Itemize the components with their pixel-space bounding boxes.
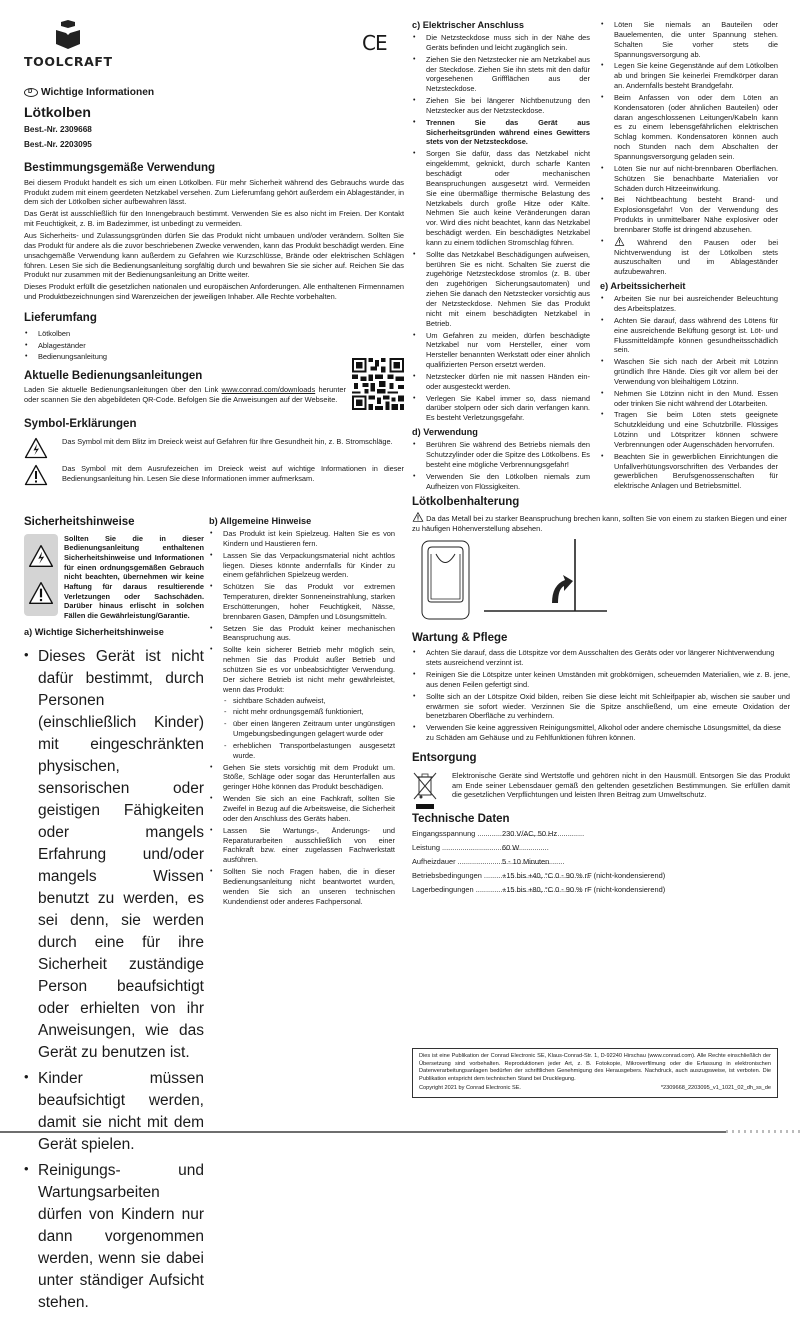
paragraph: Das Gerät ist ausschließlich für den Innengebrauch bestimmt. Verwenden Sie es also nicht im Freien. Der Kontakt mit Feuchtigkeit, z. B. im Badezimmer, ist unbedingt zu vermeiden. [24,209,404,229]
intended-use-heading: Bestimmungsgemäße Verwendung [24,162,216,174]
list-item: • Gehen Sie stets vorsichtig mit dem Produkt um. Stöße, Schläge oder sogar das Herunterfallen aus geringer Höhe können das Produkt beschädigen. [209,763,395,793]
safety-section [24,516,204,1318]
care-heading: Wartung & Pflege [412,632,508,645]
footer-color-marks [726,1130,802,1133]
list-item: • Lassen Sie das Verpackungsmaterial nicht achtlos liegen. Dieses könnte andernfalls für Kinder zu einem gefährlichen Spielzeug werden. [209,551,395,581]
lightning-triangle-icon [28,544,54,568]
list-item: • Ziehen Sie den Netzstecker nie am Netzkabel aus der Steckdose. Ziehen Sie ihn stets mit den dafür vorgesehenen Griffflächen aus der Netzsteckdose. [412,55,590,94]
safety-b-heading: b) Allgemeine Hinweise [209,516,312,526]
safety-heading: Sicherheitshinweise [24,516,135,528]
sub-list-item: - nicht mehr ordnungsgemäß funktioniert, [223,707,395,717]
safety-warning-text: Sollten Sie die in dieser Bedienungsanleitung enthaltenen Sicherheitshinweise und Informationen für einen ordnungsgemäßen Gebrauch nicht beachten, übernehmen wir keine Haftung für daraus resultierende Verletzungen oder Sachschäden. Darüber hinaus erlischt in solchen Fällen die Gewährleistung/Garantie. [64,533,204,620]
tech-heading: Technische Daten [412,812,510,825]
safety-e-heading: e) Arbeitssicherheit [600,281,686,292]
list-item: • Löten Sie niemals an Bauteilen oder Bauelementen, die unter Spannung stehen. Schalten Sie vorher stets die Spannungsversorgung ab. [600,20,778,59]
list-item: • Tragen Sie beim Löten stets geeignete Schutzkleidung und eine Schutzbrille. Flüssiges Lötzinn und Lötspritzer können schwere Verbrennungen oder Augenschäden hervorrufen. [600,410,778,449]
symbol-text: Das Symbol mit dem Ausrufezeichen im Dreieck weist auf wichtige Informationen in dieser Bedienungsanleitung hin. Lesen Sie diese Informationen immer aufmerksam. [62,464,404,483]
sub-list-item: - über einen längeren Zeitraum unter ungünstigen Umgebungsbedingungen gelagert wurde oder [223,719,395,739]
manuals-section [24,370,404,410]
list-item: • Die Netzsteckdose muss sich in der Nähe des Geräts befinden und leicht zugänglich sein. [412,33,590,53]
symbol-row [24,464,404,486]
safety-a-heading: a) Wichtige Sicherheitshinweise [24,627,164,638]
toolcraft-logo [24,20,114,71]
list-item: • Während den Pausen oder bei Nichtverwendung ist der Lötkolben stets auszuschalten und im Ablageständer aufzubewahren. [600,237,778,277]
paragraph: Dieses Produkt erfüllt die gesetzlichen nationalen und europäischen Anforderungen. Alle enthaltenen Firmennamen und Produktbezeichnungen sind Warenzeichen der jeweiligen Inhaber. Alle Rechte vorbehalten. [24,282,404,302]
list-item: • Reinigen Sie die Lötspitze unter keinen Umständen mit grobkörnigen, scheuernden Materialien, wie z. B. jene, aus denen Feilen gefertigt sind. [412,670,790,690]
tech-row: Eingangsspannung ..... 230 V/AC, 50 Hz [412,829,790,839]
care-list [412,648,790,743]
holder-heading: Lötkolbenhalterung [412,496,520,508]
list-item: • Lötkolben [24,329,404,339]
safety-d-list [412,440,590,491]
imprint-text: Dies ist eine Publikation der Conrad Electronic SE, Klaus-Conrad-Str. 1, D-92240 Hirschau (www.conrad.com). Alle Rechte einschließlich der Übersetzung sind vorbehalten. Reproduktionen jeder Art, z. B. Fotokopie, Mikroverfilmung oder die Erfassung in elektronischen Datenverarbeitungsanlagen bedürfen der schriftlichen Genehmigung des Herausgebers. Nachdruck, auch auszugsweise, ist verboten. Die Publikation entspricht dem technischen Stand bei Drucklegung. [419,1053,771,1082]
left-column [24,162,404,493]
delivery-section [24,312,404,362]
holder-illustration [412,539,790,629]
exclamation-triangle-icon [614,237,625,246]
safety-c-heading: c) Elektrischer Anschluss [412,20,524,30]
paragraph: Aus Sicherheits- und Zulassungsgründen dürfen Sie das Produkt nicht umbauen und/oder verändern. Sollten Sie das Produkt für andere als die zuvor beschriebenen Zwecke verwenden, kann das Produkt beschädigt werden. Eine unsachgemäße Verwendung kann außerdem zu Gefahren wie Kurzschlüsse, Brände oder elektrischen Schlägen führen. Lesen Sie sich die Bedienungsanleitung sorgfältig durch und bewahren Sie sie sicher auf. Reichen Sie das Produkt nur zusammen mit der Bedienungsanleitung an Dritte weiter. [24,231,404,280]
list-item: • Verwenden Sie keine aggressiven Reinigungsmittel, Alkohol oder andere chemische Lösungsmittel, da diese zu Schäden am Gehäuse und zu Fehlfunktionen führen können. [412,723,790,743]
warning-icons-panel [24,534,58,616]
list-item: • Achten Sie darauf, dass die Lötspitze vor dem Ausschalten des Geräts oder vor längerer Nichtverwendung stets ausreichend verzinnt ist. [412,648,790,668]
list-item: • Sorgen Sie dafür, dass das Netzkabel nicht eingeklemmt, geknickt, durch scharfe Kanten beschädigt oder mechanischen Beanspruchungen ausgesetzt wird. Vermeiden Sie eine übermäßige thermische Belastung des Netzkabels durch große Hitze oder Kälte. Nehmen Sie auch keine Veränderungen daran vor. Wird dies nicht beachtet, kann das Netzkabel beschädigt werden. Ein beschädigtes Netzkabel kann zu einem tödlichen Stromschlag führen. [412,149,590,247]
holder-text: Da das Metall bei zu starker Beanspruchung brechen kann, sollten Sie von einem zu starken Biegen und einer zu häufigen Höhenverstellung absehen. [412,513,787,533]
lower-right-sections [412,496,790,899]
order-number-1: Best.-Nr. 2309668 [24,125,92,135]
manuals-heading: Aktuelle Bedienungsanleitungen [24,370,203,383]
symbol-row [24,437,404,459]
toolcraft-logo-icon [52,20,84,50]
list-item: • Das Produkt ist kein Spielzeug. Halten Sie es von Kindern und Haustieren fern. [209,529,395,549]
list-item: • Waschen Sie sich nach der Arbeit mit Lötzinn gründlich Ihre Hände. Dies gilt vor allem bei der Verwendung von bleihaltigem Lötzinn. [600,357,778,387]
list-item: • Löten Sie nur auf nicht-brennbaren Oberflächen. Schützen Sie benachbarte Materialien vor Schäden durch Hitzeeinwirkung. [600,164,778,194]
product-title: Lötkolben [24,103,91,120]
list-item: • Wenden Sie sich an eine Fachkraft, sollten Sie Zweifel in Bezug auf die Arbeitsweise, die Sicherheit oder den Anschluss des Geräts haben. [209,794,395,824]
crossed-bin-icon [412,771,438,811]
disposal-heading: Entsorgung [412,751,477,764]
list-item: • Netzstecker dürfen nie mit nassen Händen ein- oder ausgesteckt werden. [412,372,590,392]
symbol-text: Das Symbol mit dem Blitz im Dreieck weist auf Gefahren für Ihre Gesundheit hin, z. B. Stromschläge. [62,437,393,447]
safety-d-heading: d) Verwendung [412,427,478,438]
tech-row: Aufheizdauer ..... 5 - 10 Minuten [412,857,790,867]
holder-bend-diagram [412,539,612,621]
footer-rule [0,1131,730,1133]
list-item: • Verwenden Sie den Lötkolben niemals zum Aufheizen von Flüssigkeiten. [412,472,590,492]
intended-use-section [24,162,404,302]
manuals-text: Laden Sie aktuelle Bedienungsanleitungen über den Link www.conrad.com/downloads herunter oder scannen Sie den abgebildeten QR-Code. Befolgen Sie die Anweisungen auf der Webseite. [24,385,346,404]
condition-sublist [223,696,395,761]
intro-line [24,86,404,100]
ce-mark: CE [362,31,387,55]
copyright: Copyright 2021 by Conrad Electronic SE. [419,1085,521,1092]
list-item: • Kinder müssen beaufsichtigt werden, damit sie nicht mit dem Gerät spielen. [24,1068,204,1156]
exclamation-triangle-icon [412,512,424,522]
list-item: • Bei Nichtbeachtung besteht Brand- und Explosionsgefahr! Von der Verwendung des Produkts in unmittelbarer Nähe explosiver oder brennbarer Stoffe ist dringend abzusehen. [600,195,778,234]
document-header [24,86,404,151]
tech-table [412,829,790,894]
list-item: • Nehmen Sie Lötzinn nicht in den Mund. Essen oder trinken Sie nicht während der Lötarbeiten. [600,389,778,409]
list-item: • Arbeiten Sie nur bei ausreichender Beleuchtung des Arbeitsplatzes. [600,294,778,314]
safety-c-list [412,33,590,423]
qr-code-icon [352,358,404,410]
safety-e-list [600,294,778,491]
symbols-heading: Symbol-Erklärungen [24,418,137,431]
sub-list-item: - erheblichen Transportbelastungen ausgesetzt wurde. [223,741,395,761]
symbols-section [24,418,404,486]
list-item: • Sollten Sie noch Fragen haben, die in dieser Bedienungsanleitung nicht beantwortet wurden, wenden Sie sich an unseren technischen Kundendienst oder anderes Fachpersonal. [209,867,395,906]
imprint-box [412,1048,778,1098]
document-id: *2309668_2203095_v1_1021_02_dh_ss_de [660,1085,771,1092]
eye-D-icon: D [24,88,38,97]
list-item: • Lassen Sie Wartungs-, Änderungs- und Reparaturarbeiten ausschließlich von einer Fachkraft bzw. einer zugelassen Fachwerkstatt ausführen. [209,826,395,865]
list-item: • Bedienungsanleitung [24,352,404,362]
sub-list-item: - sichtbare Schäden aufweist, [223,696,395,706]
delivery-heading: Lieferumfang [24,311,97,324]
exclamation-triangle-icon [28,581,54,605]
safety-a-list [24,646,204,1314]
list-item: • Beachten Sie in gewerblichen Einrichtungen die Unfallverhütungsvorschriften des Verbandes der gewerblichen Berufsgenossenschaften für elektrische Anlagen und Betriebsmittel. [600,452,778,491]
tech-row: Lagerbedingungen ..... +15 bis +80, °C 0 - 90 % rF (nicht-kondensierend) [412,885,790,895]
paragraph: Bei diesem Produkt handelt es sich um einen Lötkolben. Für mehr Sicherheit während des Gebrauchs wurde das Produkt zudem mit einem geerdeten Netzkabel versehen. Zum Lieferumfang gehört außerdem ein Ablageständer, in dem sich der Lötkolben sicher aufbewahren lässt. [24,177,405,207]
list-item: • Dieses Gerät ist nicht dafür bestimmt, durch Personen (einschließlich Kinder) mit eingeschränkten physischen, sensorischen oder geistigen Fähigkeiten oder mangels Erfahrung und/oder mangels Wissen benutzt zu werden, es sei denn, sie werden durch eine für ihre Sicherheit zuständige Person beaufsichtigt oder erhielten von ihr Anweisungen, wie das Gerät zu benutzen ist. [24,646,204,1064]
list-item: • Ziehen Sie bei längerer Nichtbenutzung den Netzstecker aus der Netzsteckdose. [412,96,590,116]
downloads-link[interactable]: www.conrad.com/downloads [221,385,316,395]
column-d [600,20,778,493]
tech-row: Leistung ..... 60 W [412,843,790,853]
intro-title: Wichtige Informationen [41,87,155,98]
safety-b-list [209,529,395,906]
list-item: • Beim Anfassen von oder dem Löten an Kondensatoren (oder ähnlichen Bauteilen) oder daran angeschlossenen Leitungen/Kabeln kann es zu einem lebensgefährlichen elektrischen Schlag kommen. Kondensatoren können auch noch Stunden nach dem Abschalten der Spannungsversorgung geladen sein. [600,93,778,162]
safety-b-section [209,516,395,908]
safety-d-list-continued [600,20,778,277]
list-item: • Setzen Sie das Produkt keiner mechanischen Beanspruchung aus. [209,624,395,644]
list-item: • Schützen Sie das Produkt vor extremen Temperaturen, direkter Sonneneinstrahlung, starken Erschütterungen, hoher Feuchtigkeit, Nässe, brennbaren Gasen, Dämpfen und Lösungsmitteln. [209,582,395,621]
tech-row: Betriebsbedingungen ..... +15 bis +40, °C 0 - 90 % rF (nicht-kondensierend) [412,871,790,881]
list-item: • Um Gefahren zu meiden, dürfen beschädigte Netzkabel nur vom Hersteller, einer vom Hersteller benannten Werkstatt oder einer ähnlich qualifizierten Person ersetzt werden. [412,331,590,370]
list-item: • Sollte das Netzkabel Beschädigungen aufweisen, berühren Sie es nicht. Schalten Sie zuerst die zugehörige Netzsteckdose stromlos (z. B. über den zugehörigen Sicherungsautomaten) und ziehen Sie danach den Netzstecker vorsichtig aus der Netzsteckdose. Nehmen Sie das Produkt nicht mit einem beschädigten Netzkabel in Betrieb. [412,250,590,329]
list-item: • Sollte sich an der Lötspitze Oxid bilden, reiben Sie diese leicht mit Schleifpapier ab, wischen sie sauber und erwärmen sie sofort wieder. Verzinnen Sie die Spitze anschließend, um eine erneute Oxidation der benetzbaren Oberfläche zu verhindern. [412,692,790,722]
order-number-2: Best.-Nr. 2203095 [24,140,92,150]
column-c [412,20,590,493]
list-item: • Achten Sie darauf, dass während des Lötens für eine ausreichende Belüftung gesorgt ist. Löt- und Flussmitteldämpfe können gesundheitsschädlich sein. [600,316,778,355]
list-item: • Trennen Sie das Gerät aus Sicherheitsgründen während eines Gewitters stets von der Netzsteckdose. [412,118,590,148]
list-item: • Reinigungs- und Wartungsarbeiten dürfen von Kindern nur dann vorgenommen werden, wenn sie dabei unter ständiger Aufsicht stehen. [24,1160,204,1314]
safety-warning-box [24,534,204,621]
lightning-triangle-icon [24,437,48,459]
disposal-block [412,771,790,811]
disposal-text: Elektronische Geräte sind Wertstoffe und gehören nicht in den Hausmüll. Entsorgen Sie das Produkt am Ende seiner Lebensdauer gemäß den geltenden gesetzlichen Bestimmungen. Sie erfüllen damit die gesetzlichen Verpflichtungen und leisten Ihren Beitrag zum Umweltschutz. [452,770,790,800]
list-item: • Ablageständer [24,341,404,351]
brand-name: TOOLCRAFT [24,54,113,69]
list-item: • Verlegen Sie Kabel immer so, dass niemand darüber stolpern oder sich darin verfangen kann. Es besteht Verletzungsgefahr. [412,394,590,424]
list-item: • Berühren Sie während des Betriebs niemals den Schutzzylinder oder die Spitze des Lötkolbens. Es besteht eine mögliche Verbrennungsgefahr! [412,440,590,470]
exclamation-triangle-icon [24,464,48,486]
list-item: • Legen Sie keine Gegenstände auf dem Lötkolben ab und bringen Sie keinerlei Fremdkörper daran an. Andernfalls besteht Brandgefahr. [600,61,778,91]
list-item: • Sollte kein sicherer Betrieb mehr möglich sein, nehmen Sie das Produkt außer Betrieb und schützen Sie es vor unbeabsichtigter Verwendung. Der sichere Betrieb ist nicht mehr gewährleistet, wenn das Produkt: - sichtbare Schäden aufweist, - nicht mehr ordnungsgemäß funktioniert, - über einen längeren Zeitraum unter ungünstigen Umgebungsbedingungen gelagert wurde oder - erheblichen Transportbelastungen ausgesetzt wurde. [209,645,395,760]
